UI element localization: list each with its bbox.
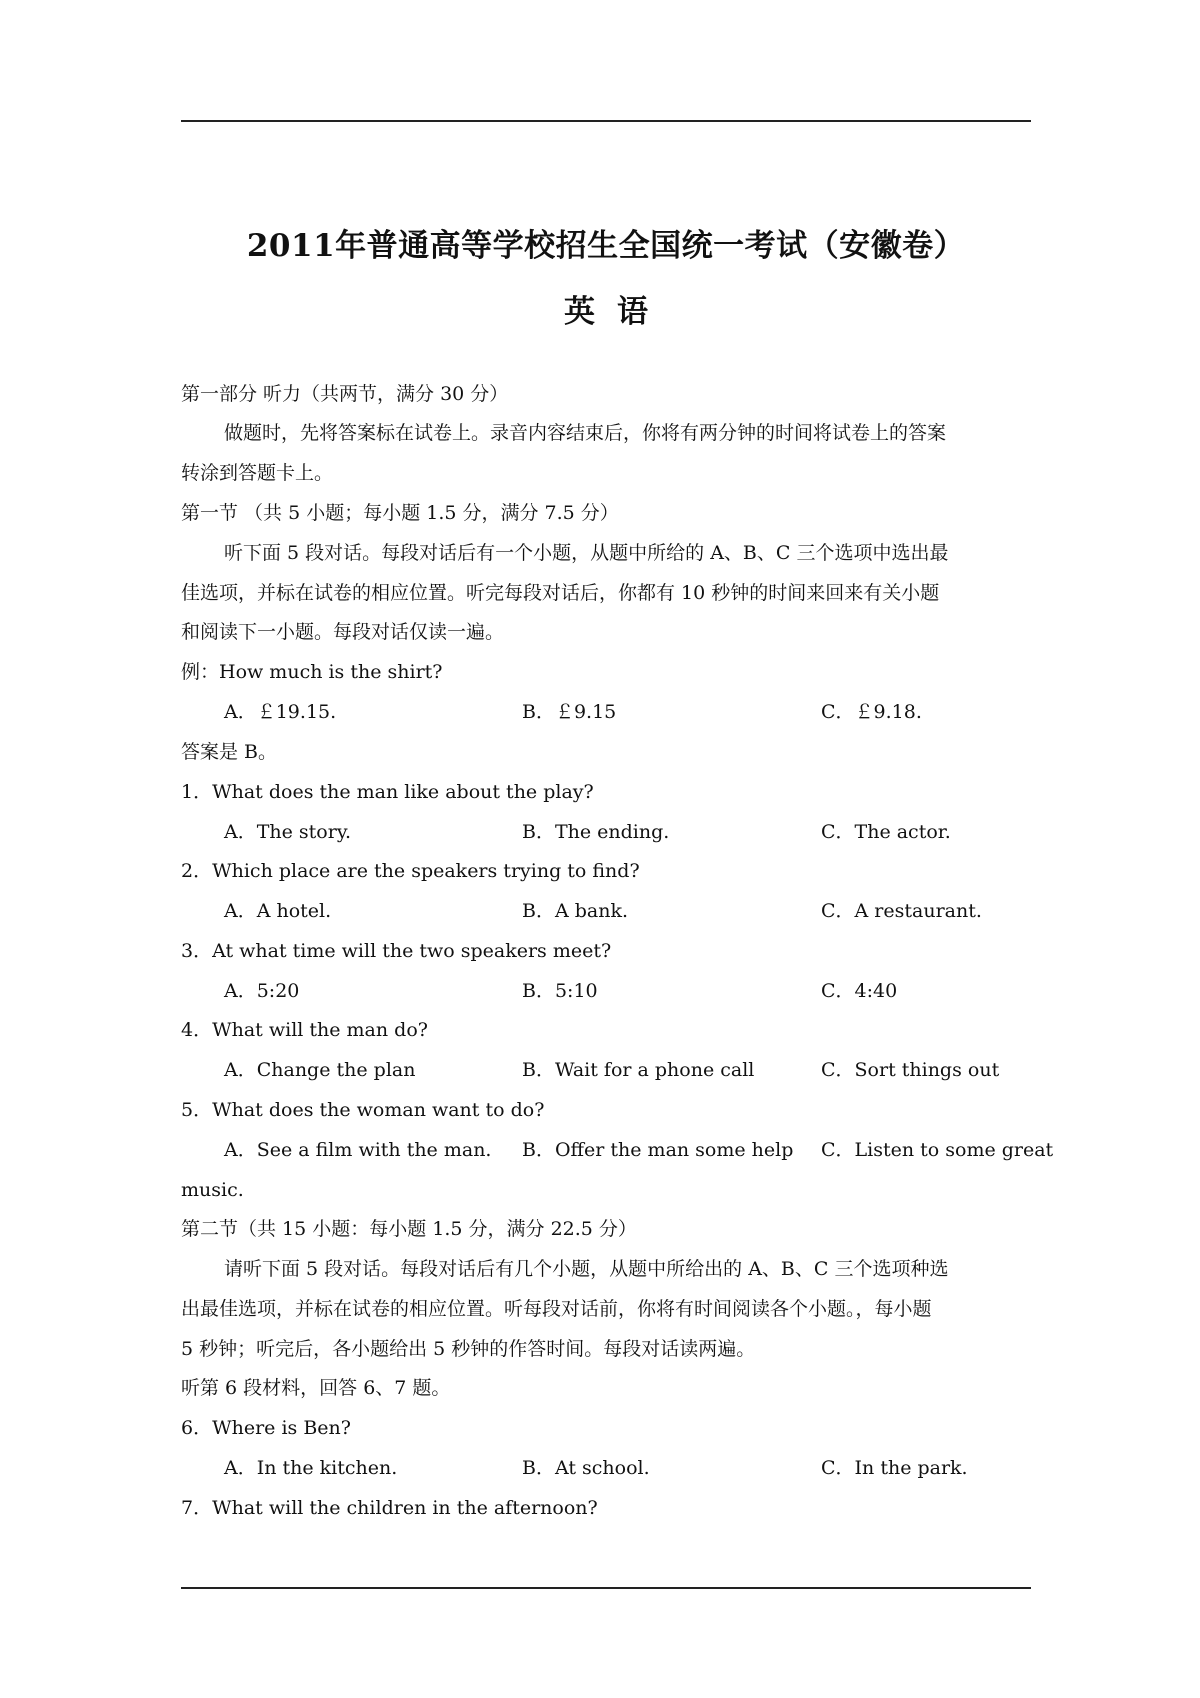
part1-heading: 第一部分 听力（共两节，满分 30 分） bbox=[181, 383, 509, 405]
question-6-option-c: C．In the park. bbox=[821, 1457, 968, 1479]
question-3-option-a: A．5:20 bbox=[224, 980, 300, 1002]
question-5-option-c: C．Listen to some great bbox=[821, 1139, 1054, 1161]
question-3: 3．At what time will the two speakers meet? bbox=[181, 940, 612, 962]
section1-instruction-line: 佳选项，并标在试卷的相应位置。听完每段对话后，你都有 10 秒钟的时间来回来有关小题 bbox=[181, 582, 940, 604]
question-4-option-a: A．Change the plan bbox=[224, 1059, 416, 1081]
part1-instruction-line: 转涂到答题卡上。 bbox=[181, 462, 334, 484]
question-1-option-c: C．The actor. bbox=[821, 821, 951, 843]
question-2-option-b: B．A bank. bbox=[522, 900, 629, 922]
section2-instruction-line: 请听下面 5 段对话。每段对话后有几个小题，从题中所给出的 A、B、C 三个选项种选 bbox=[224, 1258, 949, 1280]
section1-instruction-line: 听下面 5 段对话。每段对话后有一个小题，从题中所给的 A、B、C 三个选项中选出最 bbox=[224, 542, 949, 564]
header-rule bbox=[181, 120, 1031, 122]
question-3-option-b: B．5:10 bbox=[522, 980, 598, 1002]
exam-subject: 英语 bbox=[564, 294, 670, 330]
question-6-option-b: B．At school. bbox=[522, 1457, 650, 1479]
example-question: 例：How much is the shirt? bbox=[181, 661, 443, 683]
section1-heading: 第一节 （共 5 小题；每小题 1.5 分，满分 7.5 分） bbox=[181, 502, 619, 524]
section2-heading: 第二节（共 15 小题：每小题 1.5 分，满分 22.5 分） bbox=[181, 1218, 637, 1240]
question-4: 4．What will the man do? bbox=[181, 1019, 428, 1041]
question-1-option-b: B．The ending. bbox=[522, 821, 670, 843]
question-3-option-c: C．4:40 bbox=[821, 980, 898, 1002]
question-2: 2．Which place are the speakers trying to find? bbox=[181, 860, 640, 882]
question-4-option-c: C．Sort things out bbox=[821, 1059, 1000, 1081]
example-option-a: A．￡19.15. bbox=[224, 701, 337, 723]
example-option-c: C．￡9.18. bbox=[821, 701, 922, 723]
question-5: 5．What does the woman want to do? bbox=[181, 1099, 545, 1121]
section2-instruction-line: 5 秒钟；听完后，各小题给出 5 秒钟的作答时间。每段对话读两遍。 bbox=[181, 1338, 756, 1360]
exam-title: 2011年普通高等学校招生全国统一考试（安徽卷） bbox=[246, 228, 966, 264]
section1-instruction-line: 和阅读下一小题。每段对话仅读一遍。 bbox=[181, 621, 505, 643]
question-1: 1．What does the man like about the play? bbox=[181, 781, 594, 803]
question-4-option-b: B．Wait for a phone call bbox=[522, 1059, 755, 1081]
question-5-option-a: A．See a film with the man. bbox=[224, 1139, 492, 1161]
part1-instruction-line: 做题时，先将答案标在试卷上。录音内容结束后，你将有两分钟的时间将试卷上的答案 bbox=[224, 422, 947, 444]
material-6-heading: 听第 6 段材料，回答 6、7 题。 bbox=[181, 1377, 451, 1399]
question-7: 7．What will the children in the afternoon? bbox=[181, 1497, 598, 1519]
example-answer: 答案是 B。 bbox=[181, 741, 278, 763]
question-5-option-b: B．Offer the man some help bbox=[522, 1139, 794, 1161]
question-2-option-c: C．A restaurant. bbox=[821, 900, 982, 922]
section2-instruction-line: 出最佳选项，并标在试卷的相应位置。听每段对话前，你将有时间阅读各个小题。，每小题 bbox=[181, 1298, 932, 1320]
example-option-b: B．￡9.15 bbox=[522, 701, 617, 723]
question-2-option-a: A．A hotel. bbox=[224, 900, 332, 922]
question-1-option-a: A．The story. bbox=[224, 821, 352, 843]
question-5-option-c-continued: music. bbox=[181, 1179, 244, 1201]
question-6-option-a: A．In the kitchen. bbox=[224, 1457, 398, 1479]
footer-rule bbox=[181, 1587, 1031, 1589]
question-6: 6．Where is Ben? bbox=[181, 1417, 351, 1439]
